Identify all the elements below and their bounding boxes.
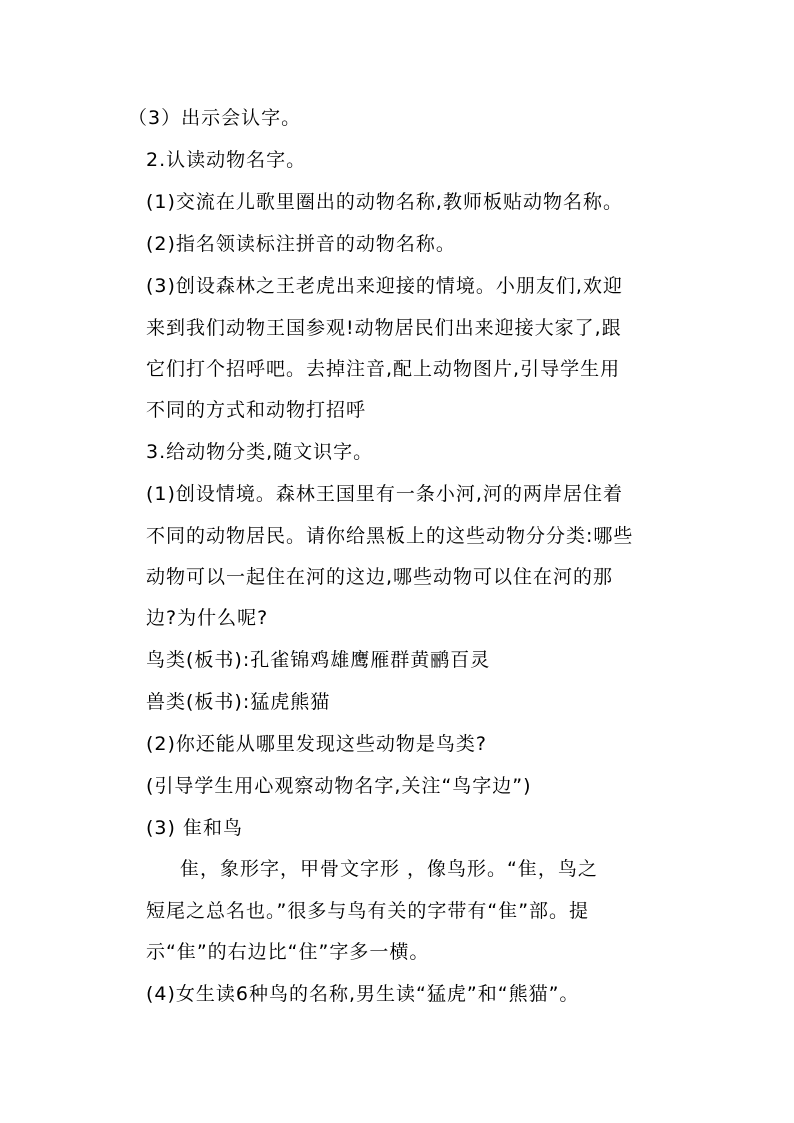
text-line-5: (3)创设森林之王老虎出来迎接的情境。小朋友们,欢迎 <box>146 275 623 297</box>
text-line-14: 鸟类(板书):孔雀锦鸡雄鹰雁群黄鹂百灵 <box>146 649 491 671</box>
text-line-13: 边?为什么呢? <box>146 607 269 629</box>
text-line-10: (1)创设情境。森林王国里有一条小河,河的两岸居住着 <box>146 483 623 505</box>
text-line-18: (3) 隹和鸟 <box>146 817 243 839</box>
text-line-17: (引导学生用心观察动物名字,关注“鸟字边”) <box>146 775 532 797</box>
text-line-4: (2)指名领读标注拼音的动物名称。 <box>146 233 456 255</box>
text-line-7: 它们打个招呼吧。去掉注音,配上动物图片,引导学生用 <box>146 358 621 380</box>
text-line-1: （3）出示会认字。 <box>128 107 302 129</box>
text-line-22: (4)女生读6种鸟的名称,男生读“猛虎”和“熊猫”。 <box>146 983 580 1005</box>
text-line-12: 动物可以一起住在河的这边,哪些动物可以住在河的那 <box>146 566 614 588</box>
text-line-16: (2)你还能从哪里发现这些动物是鸟类? <box>146 733 487 755</box>
text-line-8: 不同的方式和动物打招呼 <box>146 399 367 421</box>
text-line-20: 短尾之总名也。”很多与鸟有关的字带有“隹”部。提 <box>146 900 590 922</box>
text-line-2: 2.认读动物名字。 <box>146 149 307 171</box>
text-line-21: 示“隹”的右边比“住”字多一横。 <box>146 941 430 963</box>
text-line-19: 隹，象形字，甲骨文字形 ，像鸟形。“隹，鸟之 <box>180 858 598 880</box>
text-line-9: 3.给动物分类,随文识字。 <box>146 441 374 463</box>
text-line-3: (1)交流在儿歌里圈出的动物名称,教师板贴动物名称。 <box>146 191 623 213</box>
text-line-11: 不同的动物居民。请你给黑板上的这些动物分分类:哪些 <box>146 525 634 547</box>
text-line-6: 来到我们动物王国参观!动物居民们出来迎接大家了,跟 <box>146 317 622 339</box>
text-line-15: 兽类(板书):猛虎熊猫 <box>146 691 331 713</box>
